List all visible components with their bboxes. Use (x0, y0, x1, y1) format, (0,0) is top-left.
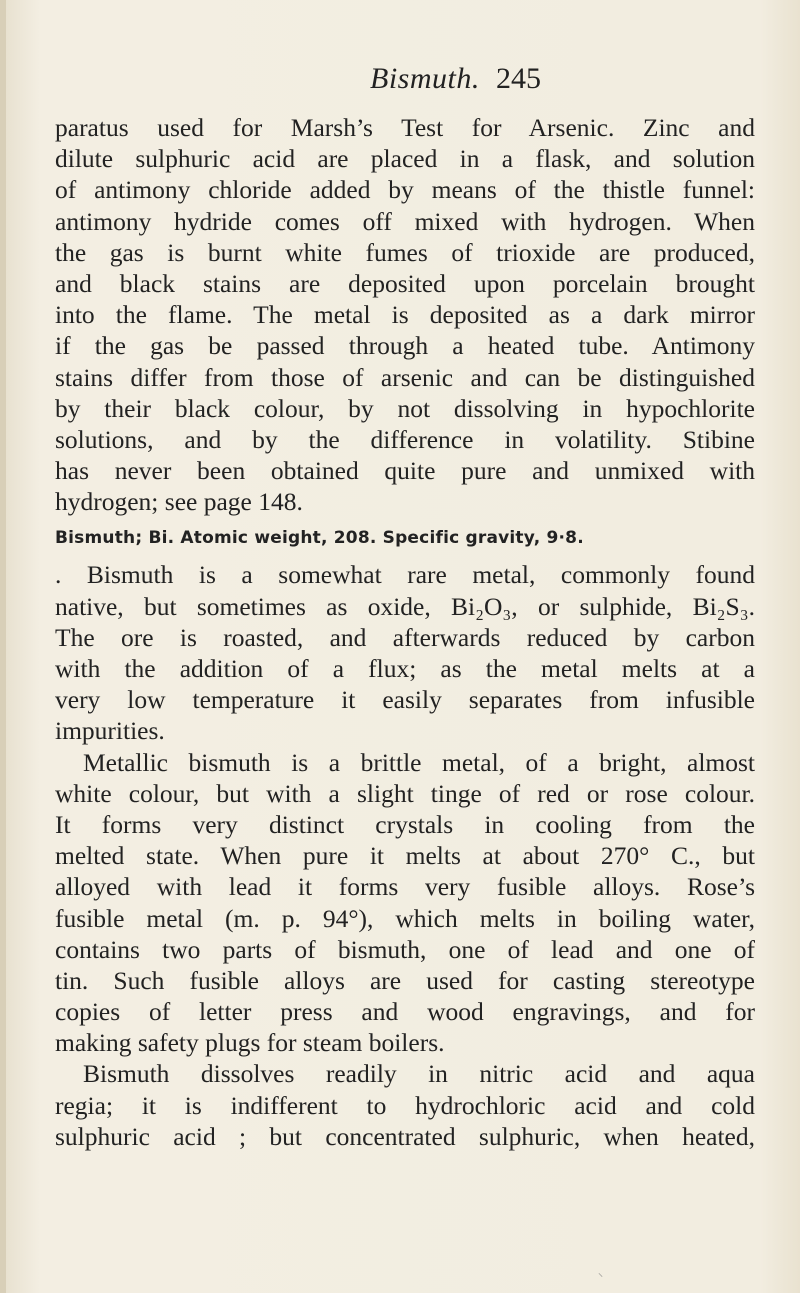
text-line: copies of letter press and wood engravings, and for (55, 997, 755, 1027)
text-line: very low temperature it easily separates from infusible (55, 685, 755, 715)
text-line: hydrogen; see page 148. (55, 487, 303, 517)
text-line: tin. Such fusible alloys are used for casting stereotype (55, 965, 755, 995)
text-line: if the gas be passed through a heated tube. Antimony (55, 331, 755, 361)
page-header (370, 62, 770, 102)
text-line: . Bismuth is a somewhat rare metal, commonly found (55, 560, 755, 590)
text-line: with the addition of a flux; as the metal melts at a (55, 654, 755, 683)
text-line: The ore is roasted, and afterwards reduced by carbon (55, 622, 755, 652)
paragraph-marsh-test (55, 112, 755, 517)
text-line: fusible metal (m. p. 94°), which melts in boiling water, (55, 903, 755, 933)
text-line: by their black colour, by not dissolving in hypochlorite (55, 393, 755, 423)
text-line: paratus used for Marsh’s Test for Arsenic. Zinc and (55, 113, 755, 142)
text-line: making safety plugs for steam boilers. (55, 1028, 445, 1058)
text-line: of antimony chloride added by means of the thistle funnel: (55, 175, 755, 205)
text-line: Metallic bismuth is a brittle metal, of a bright, almost (83, 747, 755, 777)
text-line: melted state. When pure it melts at about 270° C., but (55, 841, 755, 871)
text-line: has never been obtained quite pure and unmixed with (55, 456, 755, 486)
text-line: sulphuric acid ; but concentrated sulphuric, when heated, (55, 1121, 755, 1151)
paragraph-metallic-bismuth (55, 747, 755, 1059)
text-line: and black stains are deposited upon porcelain brought (55, 268, 755, 298)
text-line: the gas is burnt white fumes of trioxide are produced, (55, 237, 755, 267)
page-edge (0, 0, 6, 1293)
ink-mark: ⸜ (598, 1268, 603, 1279)
section-heading-bismuth: Bismuth; Bi. Atomic weight, 208. Specific gravity, 9·8. (55, 528, 584, 549)
text-line: regia; it is indifferent to hydrochloric acid and cold (55, 1090, 755, 1120)
running-head: Bismuth. (370, 62, 480, 95)
text-line: solutions, and by the difference in volatility. Stibine (55, 424, 755, 454)
text-line: dilute sulphuric acid are placed in a flask, and solution (55, 144, 755, 174)
page-number: 245 (496, 62, 541, 95)
text-line: white colour, but with a slight tinge of red or rose colour. (55, 778, 755, 808)
text-line: Bismuth dissolves readily in nitric acid and aqua (83, 1059, 755, 1089)
text-line: into the flame. The metal is deposited as a dark mirror (55, 300, 755, 330)
text-line: contains two parts of bismuth, one of lead and one of (55, 934, 755, 964)
paragraph-bismuth-intro (55, 559, 755, 746)
text-line: alloyed with lead it forms very fusible alloys. Rose’s (55, 872, 755, 902)
text-line: native, but sometimes as oxide, Bi₂O₃, or sulphide, Bi₂S₃. (55, 591, 755, 621)
body-text (55, 112, 755, 1152)
text-line: stains differ from those of arsenic and can be distinguished (55, 362, 755, 392)
paragraph-bismuth-acids (55, 1058, 755, 1152)
text-line: impurities. (55, 716, 165, 746)
text-line: It forms very distinct crystals in cooling from the (55, 809, 755, 839)
text-line: antimony hydride comes off mixed with hydrogen. When (55, 206, 755, 236)
